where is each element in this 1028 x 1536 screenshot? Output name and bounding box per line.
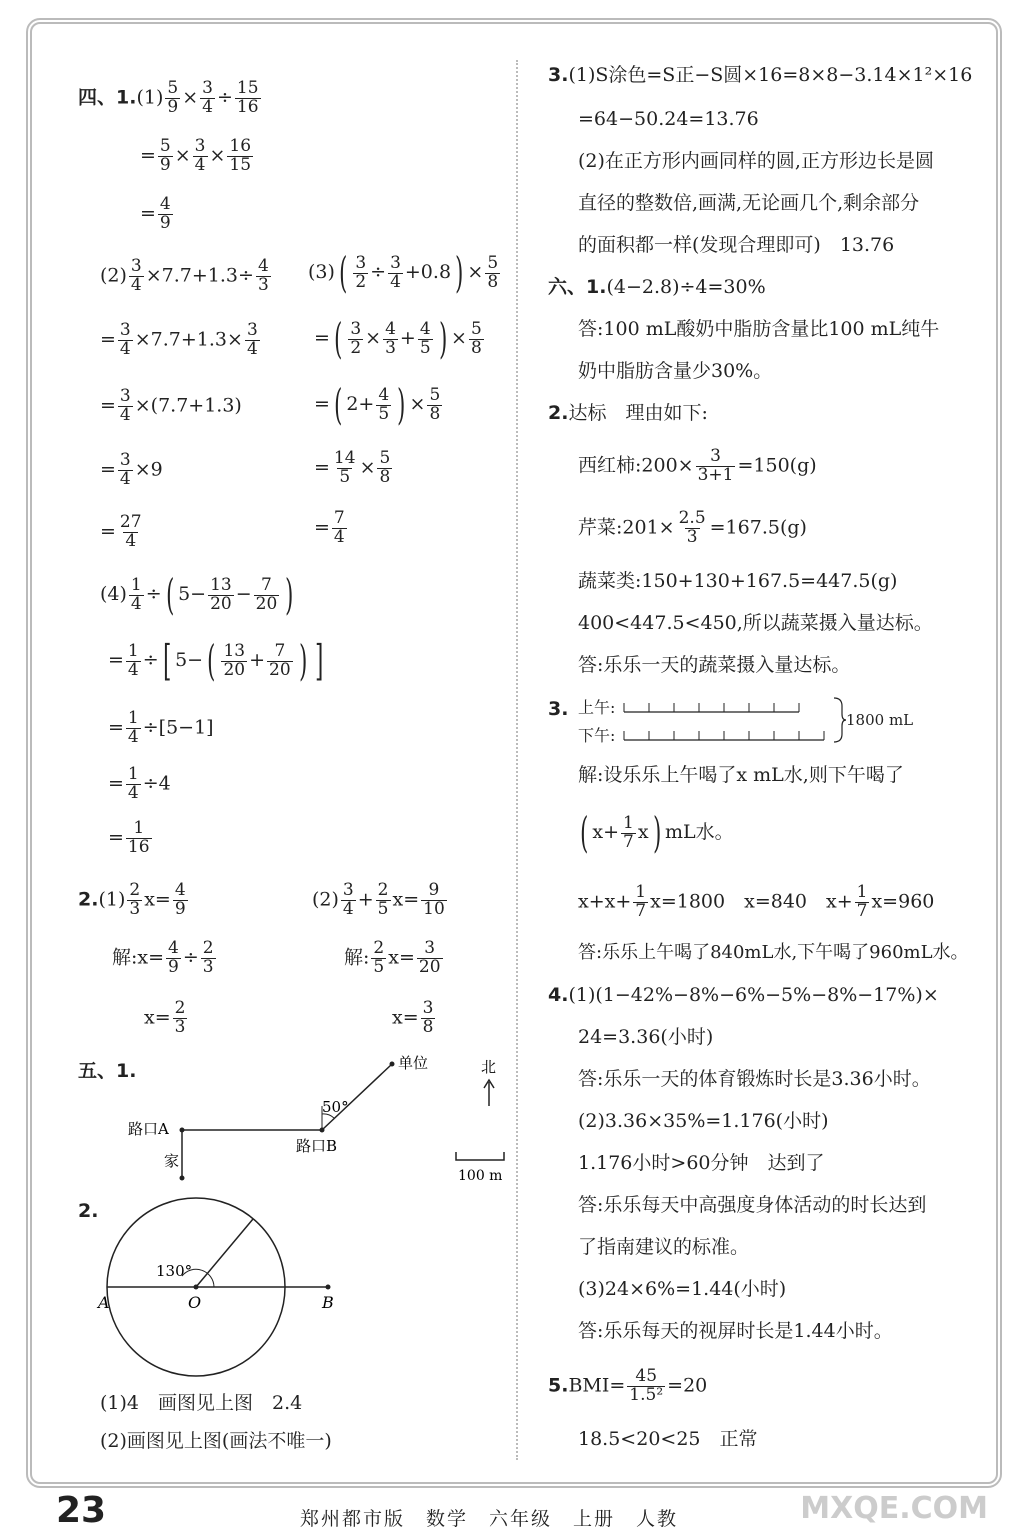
q4-2-line2: = $\frac{3}{4}$ ×7.7+1.3× $\frac{3}{4}$: [100, 320, 258, 359]
s6-3-expression: ( x+ $\frac{1}{7}$ x) mL水。: [580, 808, 734, 857]
q4-1-line1: 四、1.(1) $\frac{5}{9}$ × $\frac{3}{4}$ ÷ $\frac{15}{16}$: [78, 78, 259, 117]
q4-2-line3: = $\frac{3}{4}$ ×(7.7+1.3): [100, 386, 242, 425]
map-home-label: 家: [164, 1152, 180, 1170]
section4-label: 四、1.: [78, 86, 137, 109]
footer-text: 郑州都市版 数学 六年级 上册 人教: [300, 1508, 679, 1530]
q3-line3: (2)在正方形内画同样的圆,正方形边长是圆: [578, 150, 934, 172]
s6-3-am-label: 上午:: [578, 698, 616, 717]
map-angle-label: 50°: [322, 1098, 349, 1116]
s6-4-line6: 答:乐乐每天中高强度身体活动的时长达到: [578, 1194, 927, 1216]
q4-2-line1: (2) $\frac{3}{4}$ ×7.7+1.3÷ $\frac{4}{3}$: [100, 256, 269, 295]
s6-1-answer2: 奶中脂肪含量少30%。: [578, 360, 773, 382]
circle-angle-label: 130°: [156, 1262, 193, 1280]
q2-2-line3: x= $\frac{3}{8}$: [392, 998, 434, 1037]
s6-2-answer: 答:乐乐一天的蔬菜摄入量达标。: [578, 654, 851, 676]
q2-2-line2: 解: $\frac{2}{5}$ x= $\frac{3}{20}$: [344, 938, 441, 977]
q3-line2: =64−50.24=13.76: [578, 108, 759, 130]
s6-2-tomato: 西红柿:200× $\frac{3}{3+1}$ =150(g): [578, 446, 817, 485]
page-number: 23: [56, 1490, 107, 1531]
q4-4-line1: (4) $\frac{1}{4}$ ÷( 5− $\frac{13}{20}$ − $\frac{7}{20}$ ): [100, 570, 294, 619]
map-unit-label: 单位: [398, 1054, 429, 1072]
s6-3-answer: 答:乐乐上午喝了840mL水,下午喝了960mL水。: [578, 942, 969, 963]
s6-4-line7: 了指南建议的标准。: [578, 1236, 750, 1258]
q4-3-line4: = $\frac{14}{5}$ × $\frac{5}{8}$: [314, 448, 391, 487]
s6-4-line2: 24=3.36(小时): [578, 1026, 714, 1048]
circle-diagram: [90, 1196, 350, 1396]
s6-3-pm-label: 下午:: [578, 726, 616, 745]
s6-3-label: 3.: [548, 698, 569, 720]
q5-2-label: 2.: [78, 1200, 99, 1222]
q2-2-line1: (2) $\frac{3}{4}$ + $\frac{2}{5}$ x= $\frac{9}{10}$: [312, 880, 445, 919]
q2-1-line2: 解:x= $\frac{4}{9}$ ÷ $\frac{2}{3}$: [112, 938, 214, 977]
q2-1-line1: 2.(1) $\frac{2}{3}$ x= $\frac{4}{9}$: [78, 880, 186, 919]
q3-line1: 3.(1)S涂色=S正−S圆×16=8×8−3.14×1²×16: [548, 64, 973, 86]
q5-2-1: (1)4 画图见上图 2.4: [100, 1392, 303, 1414]
s6-2-head: 2.达标 理由如下:: [548, 402, 708, 424]
q2-1-line3: x= $\frac{2}{3}$: [144, 998, 186, 1037]
s6-4-line8: (3)24×6%=1.44(小时): [578, 1278, 787, 1300]
s6-4-line4: (2)3.36×35%=1.176(小时): [578, 1110, 829, 1132]
q4-4-line3: = $\frac{1}{4}$ ÷[5−1]: [108, 708, 214, 747]
q4-3-line3: =( 2+ $\frac{4}{5}$ ) × $\frac{5}{8}$: [314, 380, 441, 429]
s6-1-answer1: 答:100 mL酸奶中脂肪含量比100 mL纯牛: [578, 318, 940, 340]
s6-3-total: 1800 mL: [846, 711, 914, 729]
q4-2-line4: = $\frac{3}{4}$ ×9: [100, 450, 163, 489]
q4-2-line5: = $\frac{27}{4}$: [100, 512, 142, 551]
map-scale-label: 100 m: [458, 1168, 503, 1184]
q4-4-line4: = $\frac{1}{4}$ ÷4: [108, 764, 171, 803]
circle-a-label: A: [98, 1293, 110, 1312]
s6-4-line9: 答:乐乐每天的视屏时长是1.44小时。: [578, 1320, 893, 1342]
section5-label: 五、1.: [78, 1060, 137, 1082]
circle-b-label: B: [322, 1293, 334, 1312]
s6-4-line5: 1.176小时>60分钟 达到了: [578, 1152, 825, 1174]
q4-1-line3: = $\frac{4}{9}$: [140, 194, 171, 233]
column-divider: [516, 60, 518, 1460]
q4-4-line2: = $\frac{1}{4}$ ÷[ 5−( $\frac{13}{20}$ + $\frac{7}{20}$ ) ]: [108, 636, 324, 685]
s6-2-veg: 蔬菜类:150+130+167.5=447.5(g): [578, 570, 898, 592]
s6-5-bmi: 5.BMI= $\frac{45}{\text{1.5²}}$ =20: [548, 1366, 708, 1405]
q4-1-line2: = $\frac{5}{9}$ × $\frac{3}{4}$ × $\frac{16}{15}$: [140, 136, 252, 175]
q4-3-line1: (3)( $\frac{3}{2}$ ÷ $\frac{3}{4}$ +0.8) × $\frac{5}{8}$: [308, 248, 499, 297]
route-map: [100, 1050, 520, 1190]
map-a-label: 路口A: [128, 1120, 169, 1138]
s6-3-jie: 解:设乐乐上午喝了x mL水,则下午喝了: [578, 764, 904, 786]
watermark: MXQE.COM: [800, 1491, 988, 1526]
s6-4-line1: 4.(1)(1−42%−8%−6%−5%−8%−17%)×: [548, 984, 939, 1006]
s6-3-equation: x+x+ $\frac{1}{7}$ x=1800 x=840 x+ $\frac{1}{7}$ x=960: [578, 882, 935, 921]
s6-2-celery: 芹菜:201× $\frac{2.5}{3}$ =167.5(g): [578, 508, 807, 547]
s6-5-compare: 18.5<20<25 正常: [578, 1428, 758, 1450]
q4-3-line2: =( $\frac{3}{2}$ × $\frac{4}{3}$ + $\frac{4}{5}$ ) × $\frac{5}{8}$: [314, 314, 482, 363]
q3-line5: 的面积都一样(发现合理即可) 13.76: [578, 234, 895, 256]
q5-2-2: (2)画图见上图(画法不唯一): [100, 1430, 332, 1452]
s6-2-compare: 400<447.5<450,所以蔬菜摄入量达标。: [578, 612, 933, 634]
map-b-label: 路口B: [296, 1137, 338, 1155]
s6-1-line: 六、1.(4−2.8)÷4=30%: [548, 276, 766, 298]
q4-3-line5: = $\frac{7}{4}$: [314, 508, 345, 547]
circle-o-label: O: [188, 1293, 202, 1312]
q4-4-line5: = $\frac{1}{16}$: [108, 818, 150, 857]
q3-line4: 直径的整数倍,画满,无论画几个,剩余部分: [578, 192, 920, 214]
scale-bar: [456, 1152, 504, 1160]
map-north-label: 北: [481, 1058, 497, 1076]
s6-4-line3: 答:乐乐一天的体育锻炼时长是3.36小时。: [578, 1068, 931, 1090]
